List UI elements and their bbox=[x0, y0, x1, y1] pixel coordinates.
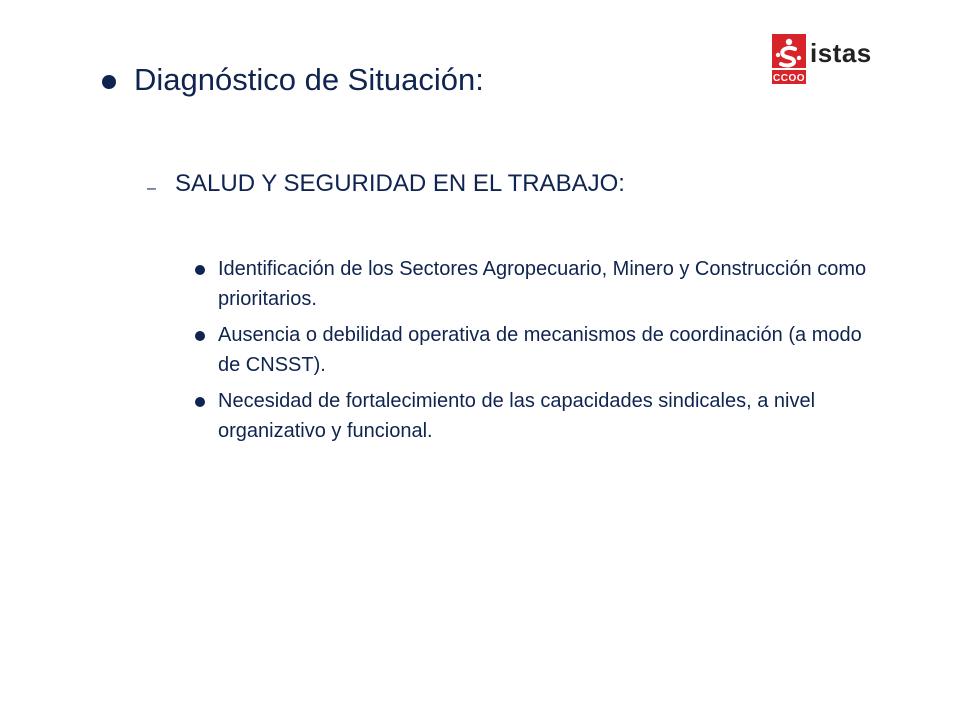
title-bullet bbox=[102, 75, 116, 89]
slide-title: Diagnóstico de Situación: bbox=[134, 62, 484, 97]
istas-ccoo-logo bbox=[770, 34, 880, 90]
list-item-text: Necesidad de fortalecimiento de las capacidades sindicales, a nivel organizativo y funcional. bbox=[218, 390, 816, 442]
list-item-text: Identificación de los Sectores Agropecuario, Minero y Construcción como prioritarios. bbox=[218, 258, 867, 310]
istas-logo-mark-icon bbox=[770, 34, 808, 86]
list-item bbox=[195, 320, 875, 380]
list-item bbox=[195, 254, 875, 314]
list-item-text: Ausencia o debilidad operativa de mecanismos de coordinación (a modo de CNSST). bbox=[218, 324, 862, 376]
slide-subtitle: SALUD Y SEGURIDAD EN EL TRABAJO: bbox=[175, 170, 625, 197]
list-bullet bbox=[195, 331, 205, 341]
svg-text:CCOO: CCOO bbox=[773, 73, 805, 84]
list-bullet bbox=[195, 397, 205, 407]
list-bullet bbox=[195, 265, 205, 275]
bullet-list bbox=[195, 254, 875, 452]
subtitle-dash: – bbox=[147, 180, 156, 197]
list-item bbox=[195, 386, 875, 446]
istas-logo-text: istas bbox=[810, 38, 872, 68]
